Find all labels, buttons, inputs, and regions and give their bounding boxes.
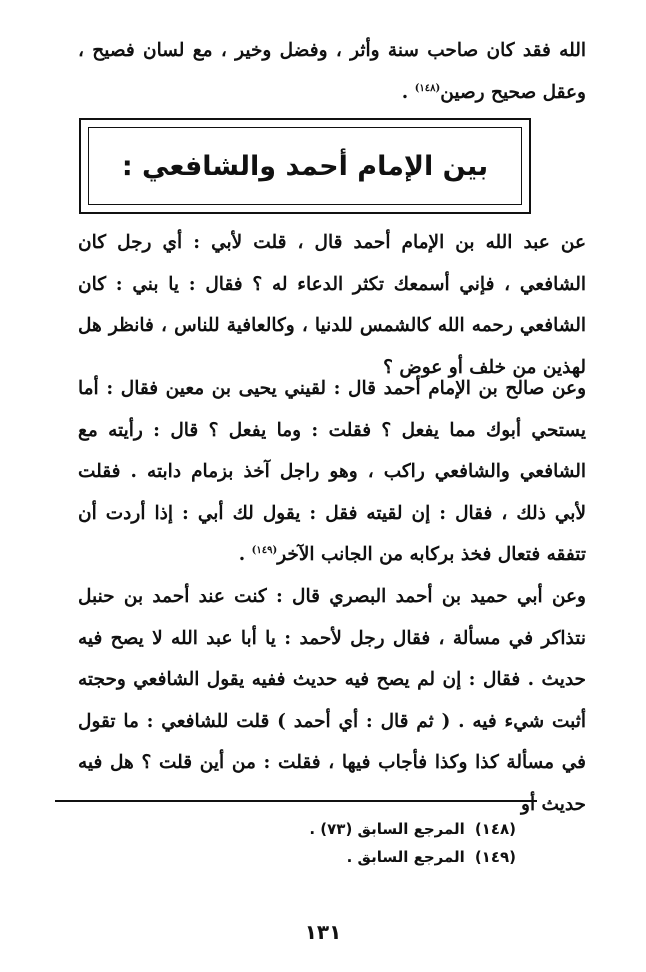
footnote-text: المرجع السابق . <box>346 848 465 866</box>
section-heading-box <box>79 118 531 214</box>
footnote-number: (١٤٨) <box>474 820 516 838</box>
body-paragraph-2-text: وعن صالح بن الإمام أحمد قال : لقيني يحيى بن معين فقال : أما يستحي أبوك مما يفعل ؟ فقلت : وما يفعل ؟ قال : رأيته مع الشافعي والشافعي راكب ، وهو راجل آخذ بزمام دابته . فقلت لأبي ذلك ، فقال : إن لقيته فقل : يقول لك أبي : إذا أردت أن تتفقه فتعال فخذ بركابه من الجانب الآخر <box>78 378 586 565</box>
body-paragraph-2: وعن صالح بن الإمام أحمد قال : لقيني يحيى بن معين فقال : أما يستحي أبوك مما يفعل ؟ فقلت : وما يفعل ؟ قال : رأيته مع الشافعي والشافعي راكب ، وهو راجل آخذ بزمام دابته . فقلت لأبي ذلك ، فقال : إن لقيته فقل : يقول لك أبي : إذا أردت أن تتفقه فتعال فخذ بركابه من الجانب الآخر$^{(١٤٩)}$ . <box>78 378 586 565</box>
footnotes <box>116 815 516 871</box>
footnote-ref-148: (١٤٨) <box>414 82 441 94</box>
footnote-ref-149: (١٤٩) <box>251 544 278 556</box>
footnote-text: المرجع السابق (٧٣) . <box>309 820 465 838</box>
body-paragraph-3: وعن أبي حميد بن أحمد البصري قال : كنت عند أحمد بن حنبل نتذاكر في مسألة ، فقال رجل لأحمد : يا أبا عبد الله لا يصح فيه حديث . فقال : إن لم يصح فيه حديث ففيه يقول الشافعي وحجته أثبت شيء فيه . ( ثم قال : أي أحمد ) قلت للشافعي : ما تقول في مسألة كذا وكذا فأجاب فيها ، فقلت : من أين قلت ؟ هل فيه حديث أو <box>78 586 586 815</box>
footnote-divider <box>55 800 537 802</box>
footnote-148 <box>116 815 516 843</box>
top-paragraph: الله فقد كان صاحب سنة وأثر ، وفضل وخير ، مع لسان فصيح ، وعقل صحيح رصين$^{(١٤٨)}$ . <box>78 40 586 103</box>
top-paragraph-text: الله فقد كان صاحب سنة وأثر ، وفضل وخير ، مع لسان فصيح ، وعقل صحيح رصين <box>78 40 586 103</box>
footnote-149 <box>116 843 516 871</box>
page-number: ١٣١ <box>304 920 342 944</box>
section-title: بين الإمام أحمد والشافعي : <box>121 150 489 182</box>
body-paragraph-1: عن عبد الله بن الإمام أحمد قال ، قلت لأبي : أي رجل كان الشافعي ، فإني أسمعك تكثر الدعاء له ؟ فقال : يا بني : كان الشافعي رحمه الله كالشمس للدنيا ، وكالعافية للناس ، فانظر هل لهذين من خلف أو عوض ؟ <box>78 232 586 378</box>
footnote-number: (١٤٩) <box>474 848 516 866</box>
